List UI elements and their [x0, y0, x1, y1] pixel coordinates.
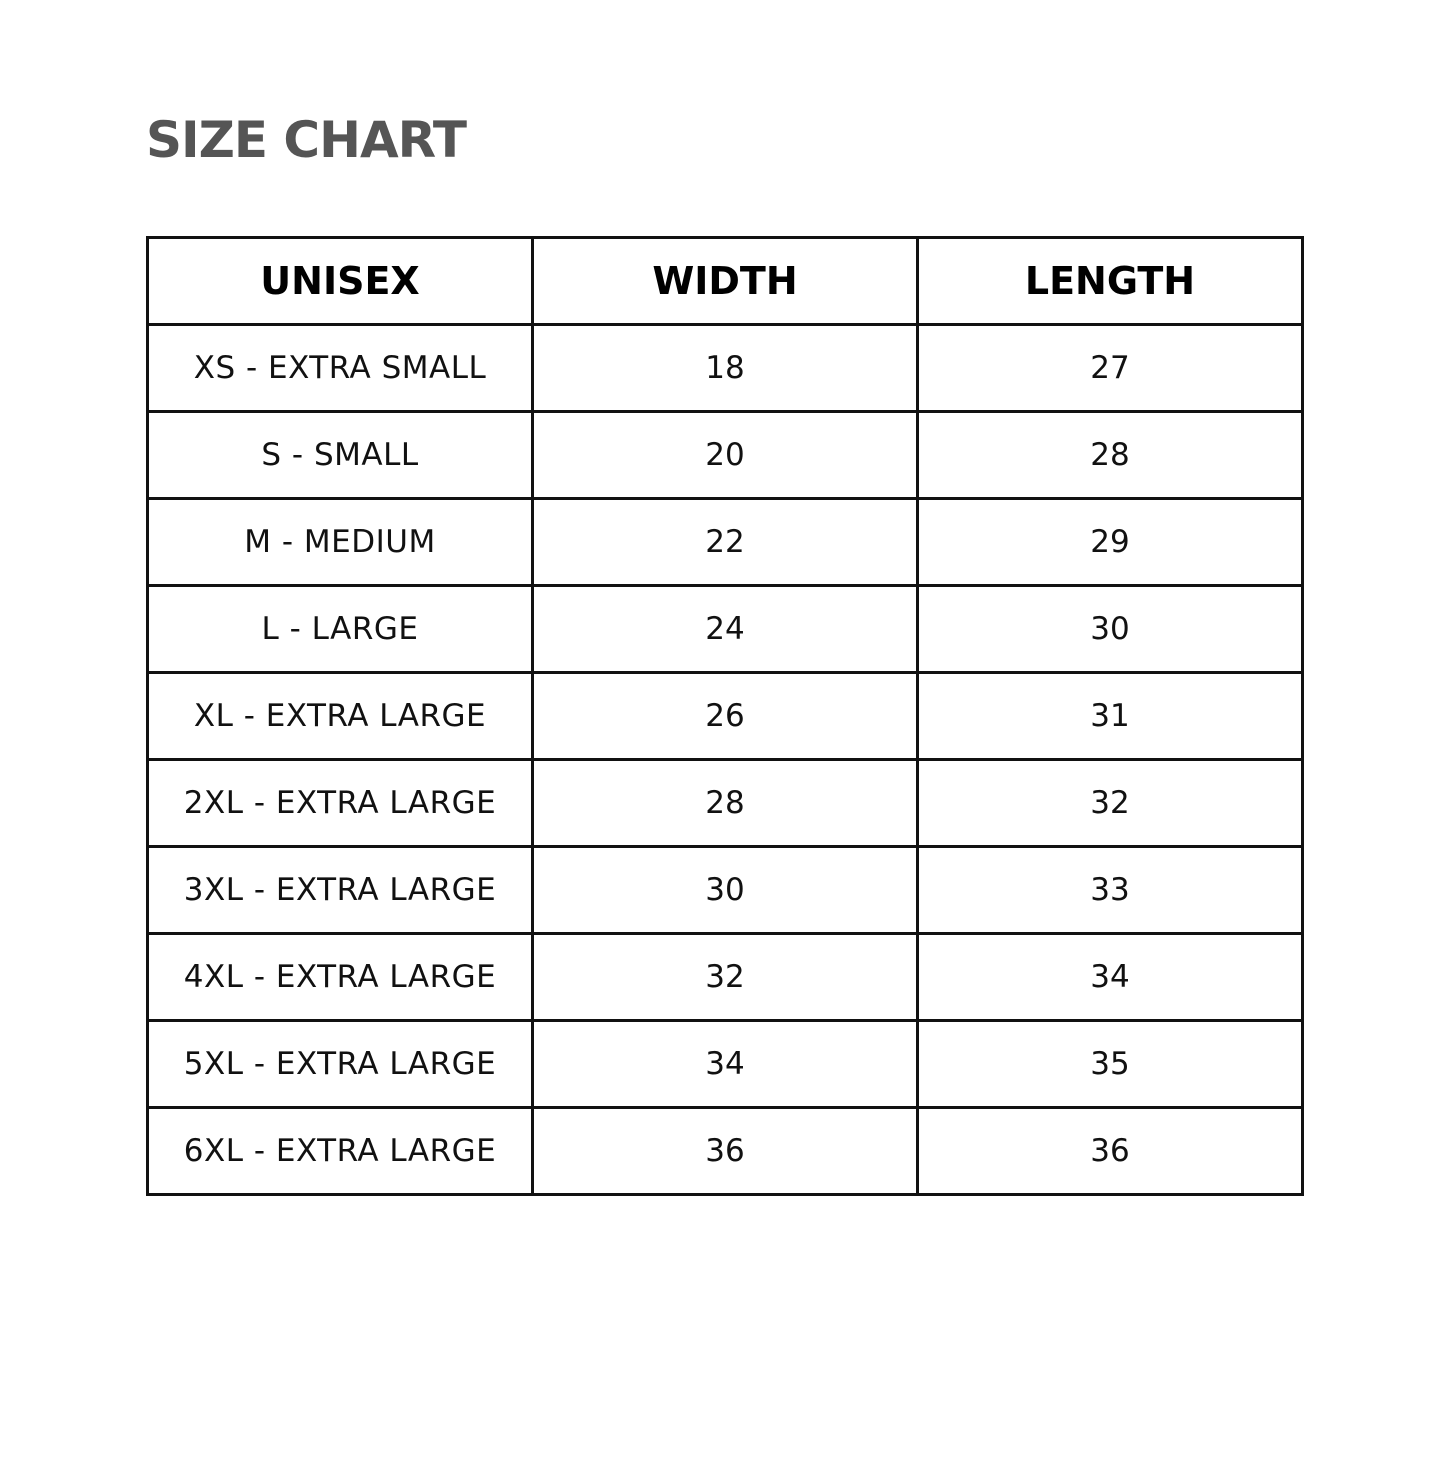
- table-row: [148, 586, 1303, 673]
- table-row: [148, 673, 1303, 760]
- width-cell: 34: [533, 1021, 918, 1108]
- width-cell: 20: [533, 412, 918, 499]
- size-cell: XS - EXTRA SMALL: [148, 325, 533, 412]
- width-cell: 30: [533, 847, 918, 934]
- header-unisex: UNISEX: [148, 238, 533, 325]
- table-header-row: [148, 238, 1303, 325]
- length-cell: 31: [918, 673, 1303, 760]
- table-row: [148, 1021, 1303, 1108]
- table-row: [148, 934, 1303, 1021]
- length-cell: 30: [918, 586, 1303, 673]
- length-cell: 34: [918, 934, 1303, 1021]
- length-cell: 27: [918, 325, 1303, 412]
- table-row: [148, 847, 1303, 934]
- width-cell: 32: [533, 934, 918, 1021]
- table-row: [148, 325, 1303, 412]
- size-cell: XL - EXTRA LARGE: [148, 673, 533, 760]
- page-title: SIZE CHART: [146, 111, 467, 169]
- width-cell: 26: [533, 673, 918, 760]
- table-row: [148, 1108, 1303, 1195]
- size-cell: 4XL - EXTRA LARGE: [148, 934, 533, 1021]
- size-cell: 3XL - EXTRA LARGE: [148, 847, 533, 934]
- size-cell: M - MEDIUM: [148, 499, 533, 586]
- length-cell: 29: [918, 499, 1303, 586]
- size-cell: L - LARGE: [148, 586, 533, 673]
- length-cell: 28: [918, 412, 1303, 499]
- table-row: [148, 760, 1303, 847]
- header-width: WIDTH: [533, 238, 918, 325]
- size-cell: 6XL - EXTRA LARGE: [148, 1108, 533, 1195]
- width-cell: 28: [533, 760, 918, 847]
- header-length: LENGTH: [918, 238, 1303, 325]
- length-cell: 32: [918, 760, 1303, 847]
- length-cell: 36: [918, 1108, 1303, 1195]
- length-cell: 35: [918, 1021, 1303, 1108]
- width-cell: 24: [533, 586, 918, 673]
- width-cell: 18: [533, 325, 918, 412]
- size-chart-table: [146, 236, 1304, 1196]
- width-cell: 22: [533, 499, 918, 586]
- width-cell: 36: [533, 1108, 918, 1195]
- table-row: [148, 412, 1303, 499]
- table-row: [148, 499, 1303, 586]
- size-cell: 2XL - EXTRA LARGE: [148, 760, 533, 847]
- size-cell: 5XL - EXTRA LARGE: [148, 1021, 533, 1108]
- size-cell: S - SMALL: [148, 412, 533, 499]
- length-cell: 33: [918, 847, 1303, 934]
